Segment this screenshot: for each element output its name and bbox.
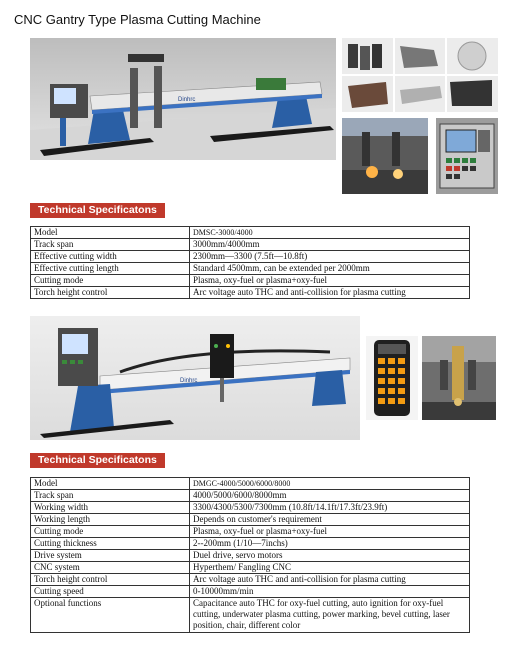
table-row [31, 251, 470, 263]
spec-value: 0-10000mm/min [190, 586, 470, 598]
table-row [31, 514, 470, 526]
spec-value: 3000mm/4000mm [190, 239, 470, 251]
table-row [31, 538, 470, 550]
spec-label: Model [31, 478, 190, 490]
spec-value: Capacitance auto THC for oxy-fuel cutting, auto ignition for oxy-fuel cutting, underwater plasma cutting, power marking, bevel cutting, laser position, chair, different color [190, 598, 470, 633]
table-row [31, 502, 470, 514]
remote-control-photo [366, 336, 418, 420]
spec-table-1 [30, 226, 470, 299]
spec-label: Working length [31, 514, 190, 526]
spec-value: Plasma, oxy-fuel or plasma+oxy-fuel [190, 526, 470, 538]
table-row [31, 275, 470, 287]
spec-label: Cutting speed [31, 586, 190, 598]
spec-label: Model [31, 227, 190, 239]
brand-logo: Dinhrc [180, 378, 198, 384]
section2-header: Technical Specificatons [30, 453, 165, 468]
spec-label: Working width [31, 502, 190, 514]
table-row [31, 478, 470, 490]
spec-value: Hyperthem/ Fangling CNC [190, 562, 470, 574]
torch-closeup-photo [422, 336, 496, 420]
spec-label: Cutting mode [31, 275, 190, 287]
spec-value: Depends on customer's requirement [190, 514, 470, 526]
spec-value: 2300mm—3300 (7.5ft—10.8ft) [190, 251, 470, 263]
spec-label: Drive system [31, 550, 190, 562]
spec-value: Arc voltage auto THC and anti-collision for plasma cutting [190, 287, 470, 299]
table-row [31, 550, 470, 562]
cutting-sparks-photo [342, 118, 428, 194]
table-row [31, 490, 470, 502]
brand-logo: Dinhrc [178, 97, 196, 103]
spec-value: 3300/4300/5300/7300mm (10.8ft/14.1ft/17.3ft/23.9ft) [190, 502, 470, 514]
table-row [31, 239, 470, 251]
spec-label: Cutting mode [31, 526, 190, 538]
spec-label: Torch height control [31, 574, 190, 586]
spec-value: DMSC-3000/4000 [190, 227, 470, 239]
table-row [31, 598, 470, 633]
spec-value: 4000/5000/6000/8000mm [190, 490, 470, 502]
table-row [31, 574, 470, 586]
spec-value: Plasma, oxy-fuel or plasma+oxy-fuel [190, 275, 470, 287]
gantry-machine-photo-2 [30, 316, 360, 440]
spec-label: Optional functions [31, 598, 190, 633]
spec-label: Track span [31, 490, 190, 502]
spec-label: Cutting thickness [31, 538, 190, 550]
spec-value: 2--200mm (1/10—7inchs) [190, 538, 470, 550]
spec-table-2 [30, 477, 470, 633]
table-row [31, 227, 470, 239]
table-row [31, 287, 470, 299]
section1-header: Technical Specificatons [30, 203, 165, 218]
cut-parts-photo [342, 38, 498, 112]
spec-label: Effective cutting length [31, 263, 190, 275]
spec-label: Effective cutting width [31, 251, 190, 263]
gantry-machine-photo-1 [30, 38, 336, 160]
cnc-controller-photo [436, 118, 498, 194]
spec-value: Duel drive, servo motors [190, 550, 470, 562]
table-row [31, 586, 470, 598]
table-row [31, 526, 470, 538]
spec-label: CNC system [31, 562, 190, 574]
spec-value: DMGC-4000/5000/6000/8000 [190, 478, 470, 490]
spec-value: Arc voltage auto THC and anti-collision for plasma cutting [190, 574, 470, 586]
spec-label: Torch height control [31, 287, 190, 299]
spec-value: Standard 4500mm, can be extended per 2000mm [190, 263, 470, 275]
table-row [31, 562, 470, 574]
table-row [31, 263, 470, 275]
page-title: CNC Gantry Type Plasma Cutting Machine [14, 12, 261, 27]
spec-label: Track span [31, 239, 190, 251]
